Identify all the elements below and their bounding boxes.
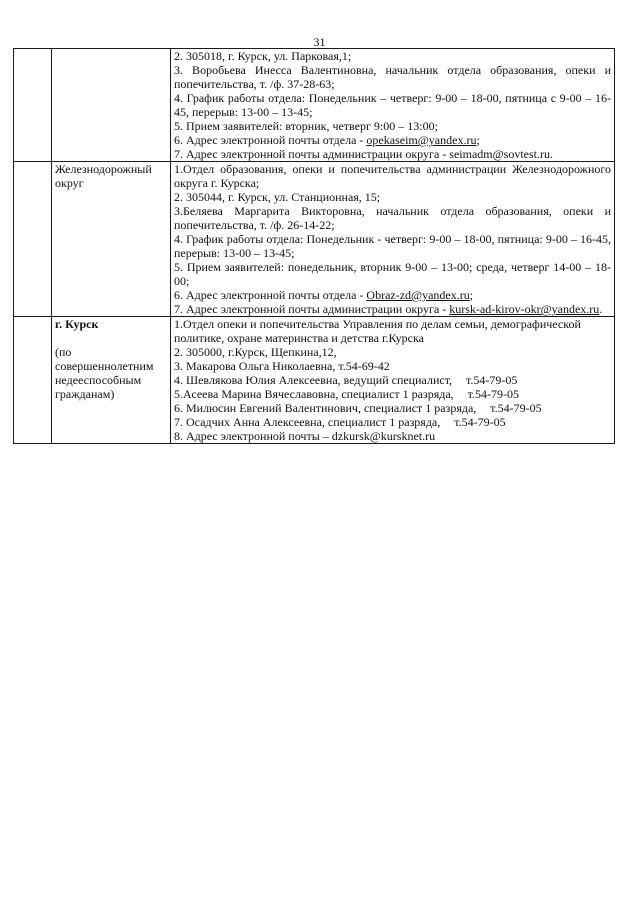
number-cell (14, 49, 52, 162)
staff-name: 6. Милюсин Евгений Валентинович, специалист 1 разряда, (174, 401, 477, 415)
admin-email-label: 7. Адрес электронной почты администрации округа - (174, 302, 450, 316)
region-title: г. Курск (55, 317, 99, 331)
dept-email-label: 6. Адрес электронной почты отдела - (174, 288, 367, 302)
number-cell (14, 162, 52, 317)
dept-email-suffix: ; (476, 133, 480, 147)
dept-email-line (174, 133, 611, 147)
admin-email-line (174, 302, 611, 316)
details-cell (171, 49, 615, 162)
region-cell: Железнодорожный округ (52, 162, 171, 317)
table-row-kursk (14, 317, 615, 444)
reception-line: 5. Прием заявителей: вторник, четверг 9:00 – 13:00; (174, 119, 438, 133)
address-line: 2. 305000, г.Курск, Щепкина,12, (174, 345, 337, 359)
email-line: 8. Адрес электронной почты – dzkursk@kursknet.ru (174, 429, 436, 443)
staff-name: 5.Асеева Марина Вячеславовна, специалист 1 разряда, (174, 387, 454, 401)
admin-email-line (174, 147, 611, 161)
dept-email-link[interactable]: Obraz-zd@yandex.ru (366, 288, 470, 302)
staff-line (174, 415, 611, 429)
number-cell (14, 317, 52, 444)
admin-email-suffix: . (599, 302, 603, 316)
region-cell (52, 317, 171, 444)
admin-email-text: seimadm@sovtest.ru. (449, 147, 553, 161)
details-cell (171, 162, 615, 317)
table-row-zheleznodorozhny (14, 162, 615, 317)
admin-email-link[interactable]: kursk-ad-kirov-okr@yandex.ru (449, 302, 600, 316)
address-line: 2. 305044, г. Курск, ул. Станционная, 15; (174, 190, 381, 204)
staff-line (174, 373, 611, 387)
address-line: 2. 305018, г. Курск, ул. Парковая,1; (174, 49, 352, 63)
head-line: 3. Макарова Ольга Николаевна, т.54-69-42 (174, 359, 390, 373)
details-cell (171, 317, 615, 444)
staff-line (174, 387, 611, 401)
staff-phone: т.54-79-05 (467, 387, 520, 401)
staff-line (174, 401, 611, 415)
region-cell (52, 49, 171, 162)
staff-phone: т.54-79-05 (490, 401, 542, 415)
dept-email-line (174, 288, 611, 302)
contacts-table (13, 48, 615, 444)
dept-email-link[interactable]: opekaseim@yandex.ru (366, 133, 477, 147)
head-line: 3. Воробьева Инесса Валентиновна, начальник отдела образования, опеки и попечительства, т. /ф. 37-28-63; (174, 63, 611, 91)
schedule-line: 4. График работы отдела: Понедельник - четверг: 9-00 – 18-00, пятница: 9-00 – 16-45, перерыв: 13-00 – 13-45; (174, 232, 611, 260)
region-note: (по совершеннолетним недееспособным гражданам) (55, 345, 154, 401)
dept-email-suffix: ; (469, 288, 474, 302)
staff-phone: т.54-79-05 (466, 373, 518, 387)
department-line: 1.Отдел опеки и попечительства Управления по делам семьи, демографической политике, охране материнства и детства г.Курска (174, 317, 581, 345)
page-number: 31 (313, 35, 326, 49)
table-row-seim (14, 49, 615, 162)
staff-name: 4. Шевлякова Юлия Алексеевна, ведущий специалист, (174, 373, 453, 387)
reception-line: 5. Прием заявителей: понедельник, вторник 9-00 – 13-00; среда, четверг 14-00 – 18-00; (174, 260, 611, 288)
head-line: 3.Беляева Маргарита Викторовна, начальник отдела образования, опеки и попечительства, т. /ф. 26-14-22; (174, 204, 611, 232)
staff-name: 7. Осадчих Анна Алексеевна, специалист 1 разряда, (174, 415, 441, 429)
dept-email-label: 6. Адрес электронной почты отдела - (174, 133, 367, 147)
staff-phone: т.54-79-05 (454, 415, 506, 429)
schedule-line: 4. График работы отдела: Понедельник – четверг: 9-00 – 18-00, пятница с 9-00 – 16-45, перерыв: 13-00 – 13-45; (174, 91, 611, 119)
department-line: 1.Отдел образования, опеки и попечительства администрации Железнодорожного округа г. Курска; (174, 162, 611, 190)
admin-email-label: 7. Адрес электронной почты администрации округа - (174, 147, 450, 161)
